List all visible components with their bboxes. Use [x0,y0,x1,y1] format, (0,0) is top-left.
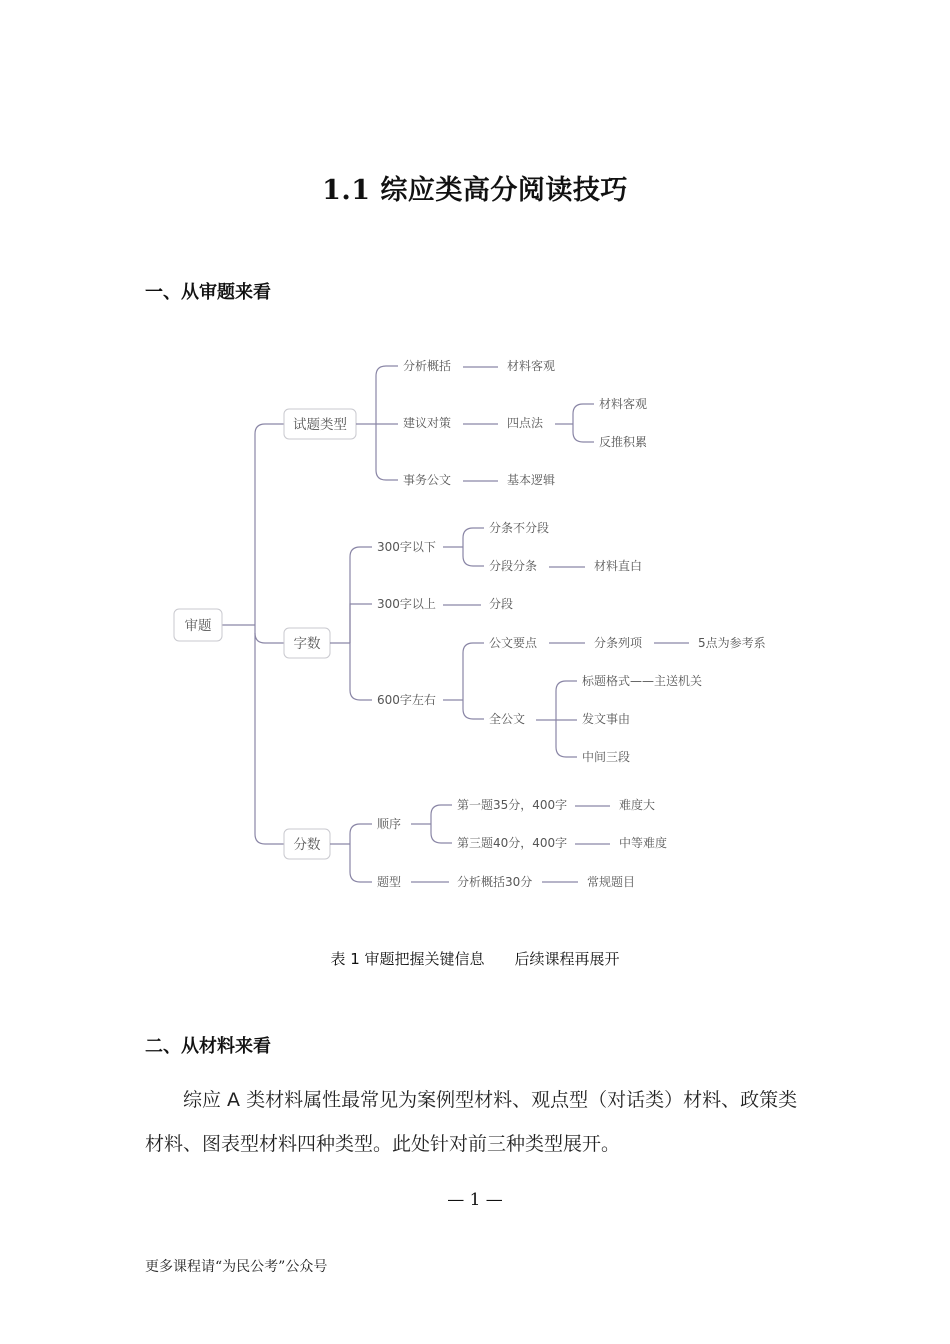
node-words-c2c: 中间三段 [582,750,631,764]
node-type: 试题类型 [293,417,347,433]
node-score-b: 题型 [377,875,402,889]
node-type-c1: 基本逻辑 [507,473,556,487]
node-words-a: 300字以下 [377,540,436,554]
connector-words-c2-branch [556,681,577,720]
connector-words-a-branch [463,528,484,547]
node-words-a2a: 材料直白 [594,559,643,573]
node-score-a2: 第三题40分，400字 [457,836,568,850]
connector-trunk-words [255,625,284,643]
node-type-a1: 材料客观 [507,359,556,373]
node-words-c1a: 分条列项 [594,636,643,650]
node-score-b1a: 常规题目 [587,875,636,889]
node-words-c1b: 5点为参考系 [698,636,766,650]
node-score-b1: 分析概括30分 [457,875,533,889]
node-score-a1a: 难度大 [619,798,656,812]
page-title: 1.1 综应类高分阅读技巧 [322,175,628,206]
node-type-b1b: 反推积累 [599,435,648,449]
connector-words-branch [350,604,372,643]
connector-type-b1-branch [573,404,594,424]
node-type-b: 建议对策 [403,416,452,430]
node-words: 字数 [293,636,321,652]
node-score-a1: 第一题35分，400字 [457,798,568,812]
connector-score-branch [350,824,372,844]
node-words-c1: 公文要点 [489,636,538,650]
node-words-b1: 分段 [489,597,514,611]
connector-words-branch [350,547,372,643]
node-words-a1: 分条不分段 [489,521,550,535]
mind-map-diagram [0,340,950,900]
connector-words-c-branch [463,643,484,700]
connector-score-branch [350,844,372,882]
node-type-c: 事务公文 [403,473,452,487]
node-type-a: 分析概括 [403,359,452,373]
node-root: 审题 [184,618,212,634]
node-words-b: 300字以上 [377,597,436,611]
footer-note: 更多课程请“为民公考”公众号 [145,1259,328,1275]
connector-score-a-branch [431,824,452,843]
connector-score-a-branch [431,805,452,824]
section-heading-review: 一、从审题来看 [145,282,271,303]
node-score-a: 顺序 [377,817,402,831]
connector-words-branch [350,643,372,700]
node-score: 分数 [293,837,321,853]
node-words-c2: 全公文 [489,712,526,726]
figure-caption [0,948,950,969]
connector-words-a-branch [463,547,484,566]
node-words-a2: 分段分条 [489,559,538,573]
node-words-c2b: 发文事由 [582,712,631,726]
connector-trunk [255,424,284,625]
body-paragraph: 综应 A 类材料属性最常见为案例型材料、观点型（对话类）材料、政策类材料、图表型材料四种类型。此处针对前三种类型展开。 [145,1089,798,1155]
node-type-b1a: 材料客观 [599,397,648,411]
connector-words-c2-branch [556,720,577,757]
connector-type-b1-branch [573,424,594,442]
node-score-a2a: 中等难度 [619,836,668,850]
page-number: — 1 — [447,1190,503,1210]
caption-label: 表 1 审题把握关键信息 [330,950,485,968]
connector-type-branch [376,366,398,424]
connector-trunk-score [255,633,284,844]
connector-type-branch [376,424,398,480]
section-heading-material: 二、从材料来看 [145,1036,271,1057]
connector-words-c-branch [463,700,484,719]
node-words-c2a: 标题格式——主送机关 [582,674,703,688]
node-type-b1: 四点法 [507,416,544,430]
node-words-c: 600字左右 [377,693,436,707]
caption-note: 后续课程再展开 [514,950,620,968]
